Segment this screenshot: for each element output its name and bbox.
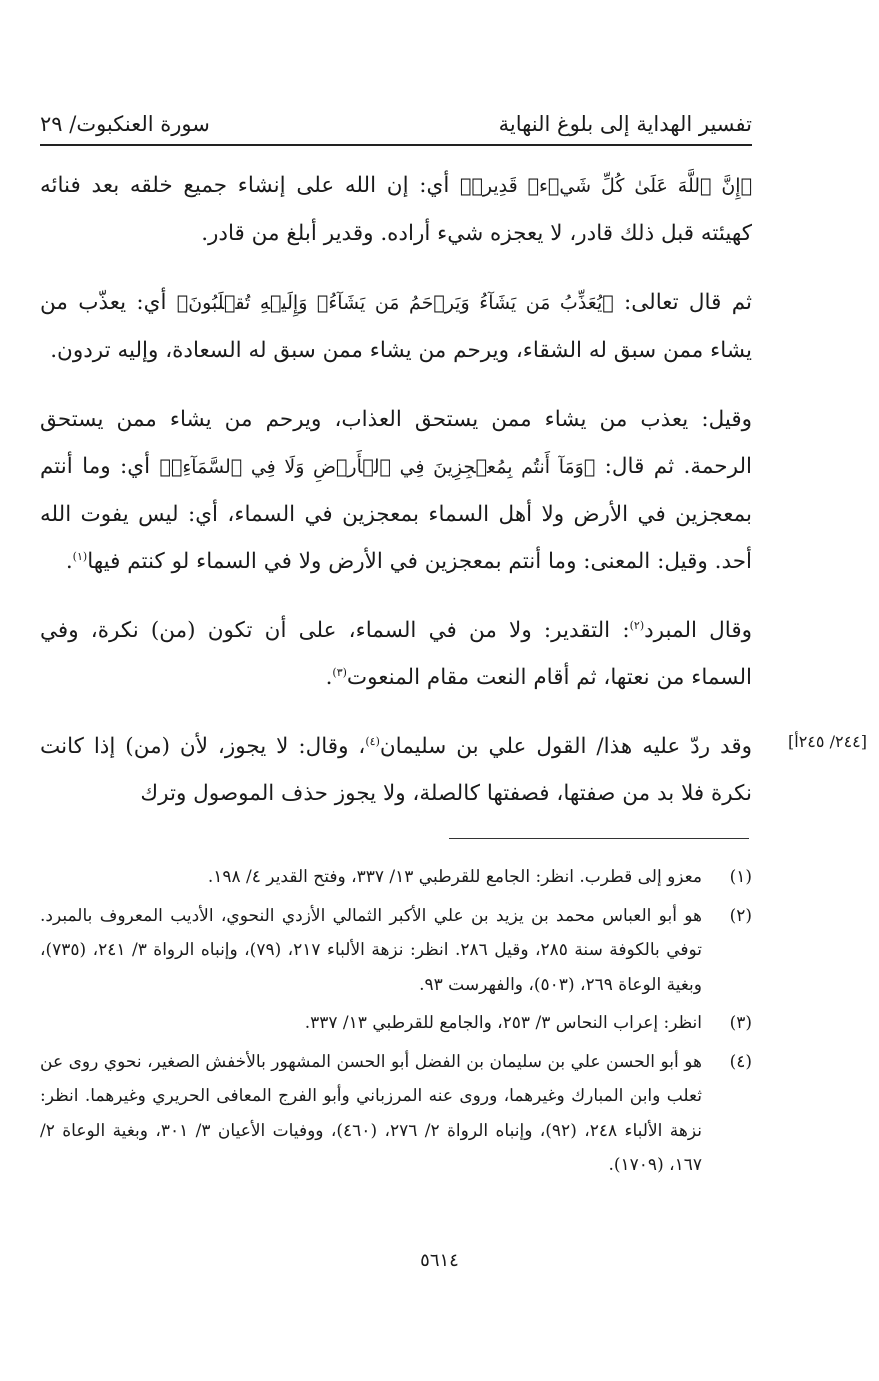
text-run: .	[65, 549, 73, 574]
quran-verse: ﴿وَمَآ أَنتُم بِمُعۡجِزِينَ فِي ٱلۡأَرۡضِ وَلَا فِي ٱلسَّمَآءِۖ﴾	[159, 456, 596, 478]
footnote-divider	[449, 838, 749, 839]
footnote-text: هو أبو العباس محمد بن يزيد بن علي الأكبر الثمالي الأزدي النحوي، الأديب المعروف بالمبرد. توفي بالكوفة سنة ٢٨٥، وقيل ٢٨٦. انظر: نزهة الألباء ٢١٧، (٧٩)، وإنباه الرواة ٣/ ٢٤١، (٧٣٥)، وبغية الوعاة ٢٦٩، (٥٠٣)، والفهرست ٩٣.	[40, 905, 703, 995]
main-text	[40, 162, 752, 839]
footnote-ref[interactable]: (١)	[72, 549, 88, 563]
paragraph	[40, 607, 752, 701]
text-run: وقيل: يعذب من يشاء ممن يستحق العذاب، ويرحم من يشاء ممن يستحق الرحمة. ثم قال:	[40, 407, 752, 479]
text-run: أي: يعذّب من يشاء ممن سبق له الشقاء، ويرحم من يشاء ممن سبق له السعادة، وإليه تردون.	[40, 290, 752, 363]
footnote-ref[interactable]: (٢)	[629, 618, 645, 632]
footnote-ref[interactable]: (٤)	[365, 734, 380, 748]
footnote-text: هو أبو الحسن علي بن سليمان بن الفضل أبو الحسن المشهور بالأخفش الصغير، نحوي روى عن ثعلب وابن المبارك وغيرهما، وروى عنه المرزباني وأبو الفرج المعافى الحريري وغيرهما. انظر: نزهة الألباء ٢٤٨، (٩٢)، وإنباه الرواة ٢/ ٢٧٦، (٤٦٠)، ووفيات الأعيان ٣/ ٣٠١، وبغية الوعاة ٢/ ١٦٧، (١٧٠٩).	[40, 1051, 702, 1175]
surah-title: سورة العنكبوت/ ٢٩	[40, 112, 210, 136]
footnote-number: (١)	[729, 867, 752, 887]
text-run: أي: وما أنتم بمعجزين في الأرض ولا أهل السماء بمعجزين في السماء، أي: ليس يفوت الله أحد. وقيل: المعنى: وما أنتم بمعجزين في الأرض ولا في السماء لو كنتم فيها	[40, 454, 752, 574]
footnote	[40, 899, 752, 1003]
text-run: وقال المبرد	[644, 618, 753, 643]
paragraph	[40, 396, 752, 585]
text-run: وقد ردّ عليه هذا/ القول علي بن سليمان	[379, 734, 752, 759]
page-number: ٥٦١٤	[420, 1250, 459, 1271]
running-header	[40, 104, 752, 146]
footnote-number: (٢)	[729, 905, 752, 926]
quran-verse: ﴿يُعَذِّبُ مَن يَشَآءُ وَيَرۡحَمُ مَن يَشَآءُۖ وَإِلَيۡهِ تُقۡلَبُونَ﴾	[176, 292, 614, 314]
footnotes	[40, 860, 752, 1187]
footnote	[40, 1045, 752, 1183]
paragraph	[40, 723, 752, 817]
book-title: تفسير الهداية إلى بلوغ النهاية	[498, 112, 752, 136]
footnote-ref[interactable]: (٣)	[332, 665, 347, 679]
footnote-text: انظر: إعراب النحاس ٣/ ٢٥٣، والجامع للقرطبي ١٣/ ٣٣٧.	[304, 1013, 702, 1033]
footnote	[40, 860, 752, 895]
text-run: ثم قال تعالى:	[613, 290, 753, 315]
text-run: ، وقال: لا يجوز، لأن (من) إذا كانت نكرة فلا بد من صفتها، فصفتها كالصلة، ولا يجوز حذف الموصول وترك	[40, 734, 752, 806]
quran-verse: ﴿إِنَّ ٱللَّهَ عَلَىٰ كُلِّ شَيۡءٖ قَدِيرٞ﴾	[460, 175, 752, 197]
manuscript-folio-ref: [٢٤٤/ ٢٤٥أ]	[788, 732, 867, 751]
footnote-number: (٤)	[729, 1051, 752, 1072]
paragraph	[40, 162, 752, 257]
text-run: .	[325, 665, 333, 690]
footnote-text: معزو إلى قطرب. انظر: الجامع للقرطبي ١٣/ ٣٣٧، وفتح القدير ٤/ ١٩٨.	[207, 867, 702, 887]
footnote-number: (٣)	[729, 1013, 752, 1033]
paragraph	[40, 279, 752, 374]
text-run: أي: إن الله على إنشاء جميع خلقه بعد فنائه كهيئته قبل ذلك قادر، لا يعجزه شيء أراده. وقدير أبلغ من قادر.	[40, 173, 752, 246]
footnote	[40, 1006, 752, 1041]
text-run: : التقدير: ولا من في السماء، على أن تكون (من) نكرة، وفي السماء من نعتها، ثم أقام النعت مقام المنعوت	[40, 618, 752, 690]
